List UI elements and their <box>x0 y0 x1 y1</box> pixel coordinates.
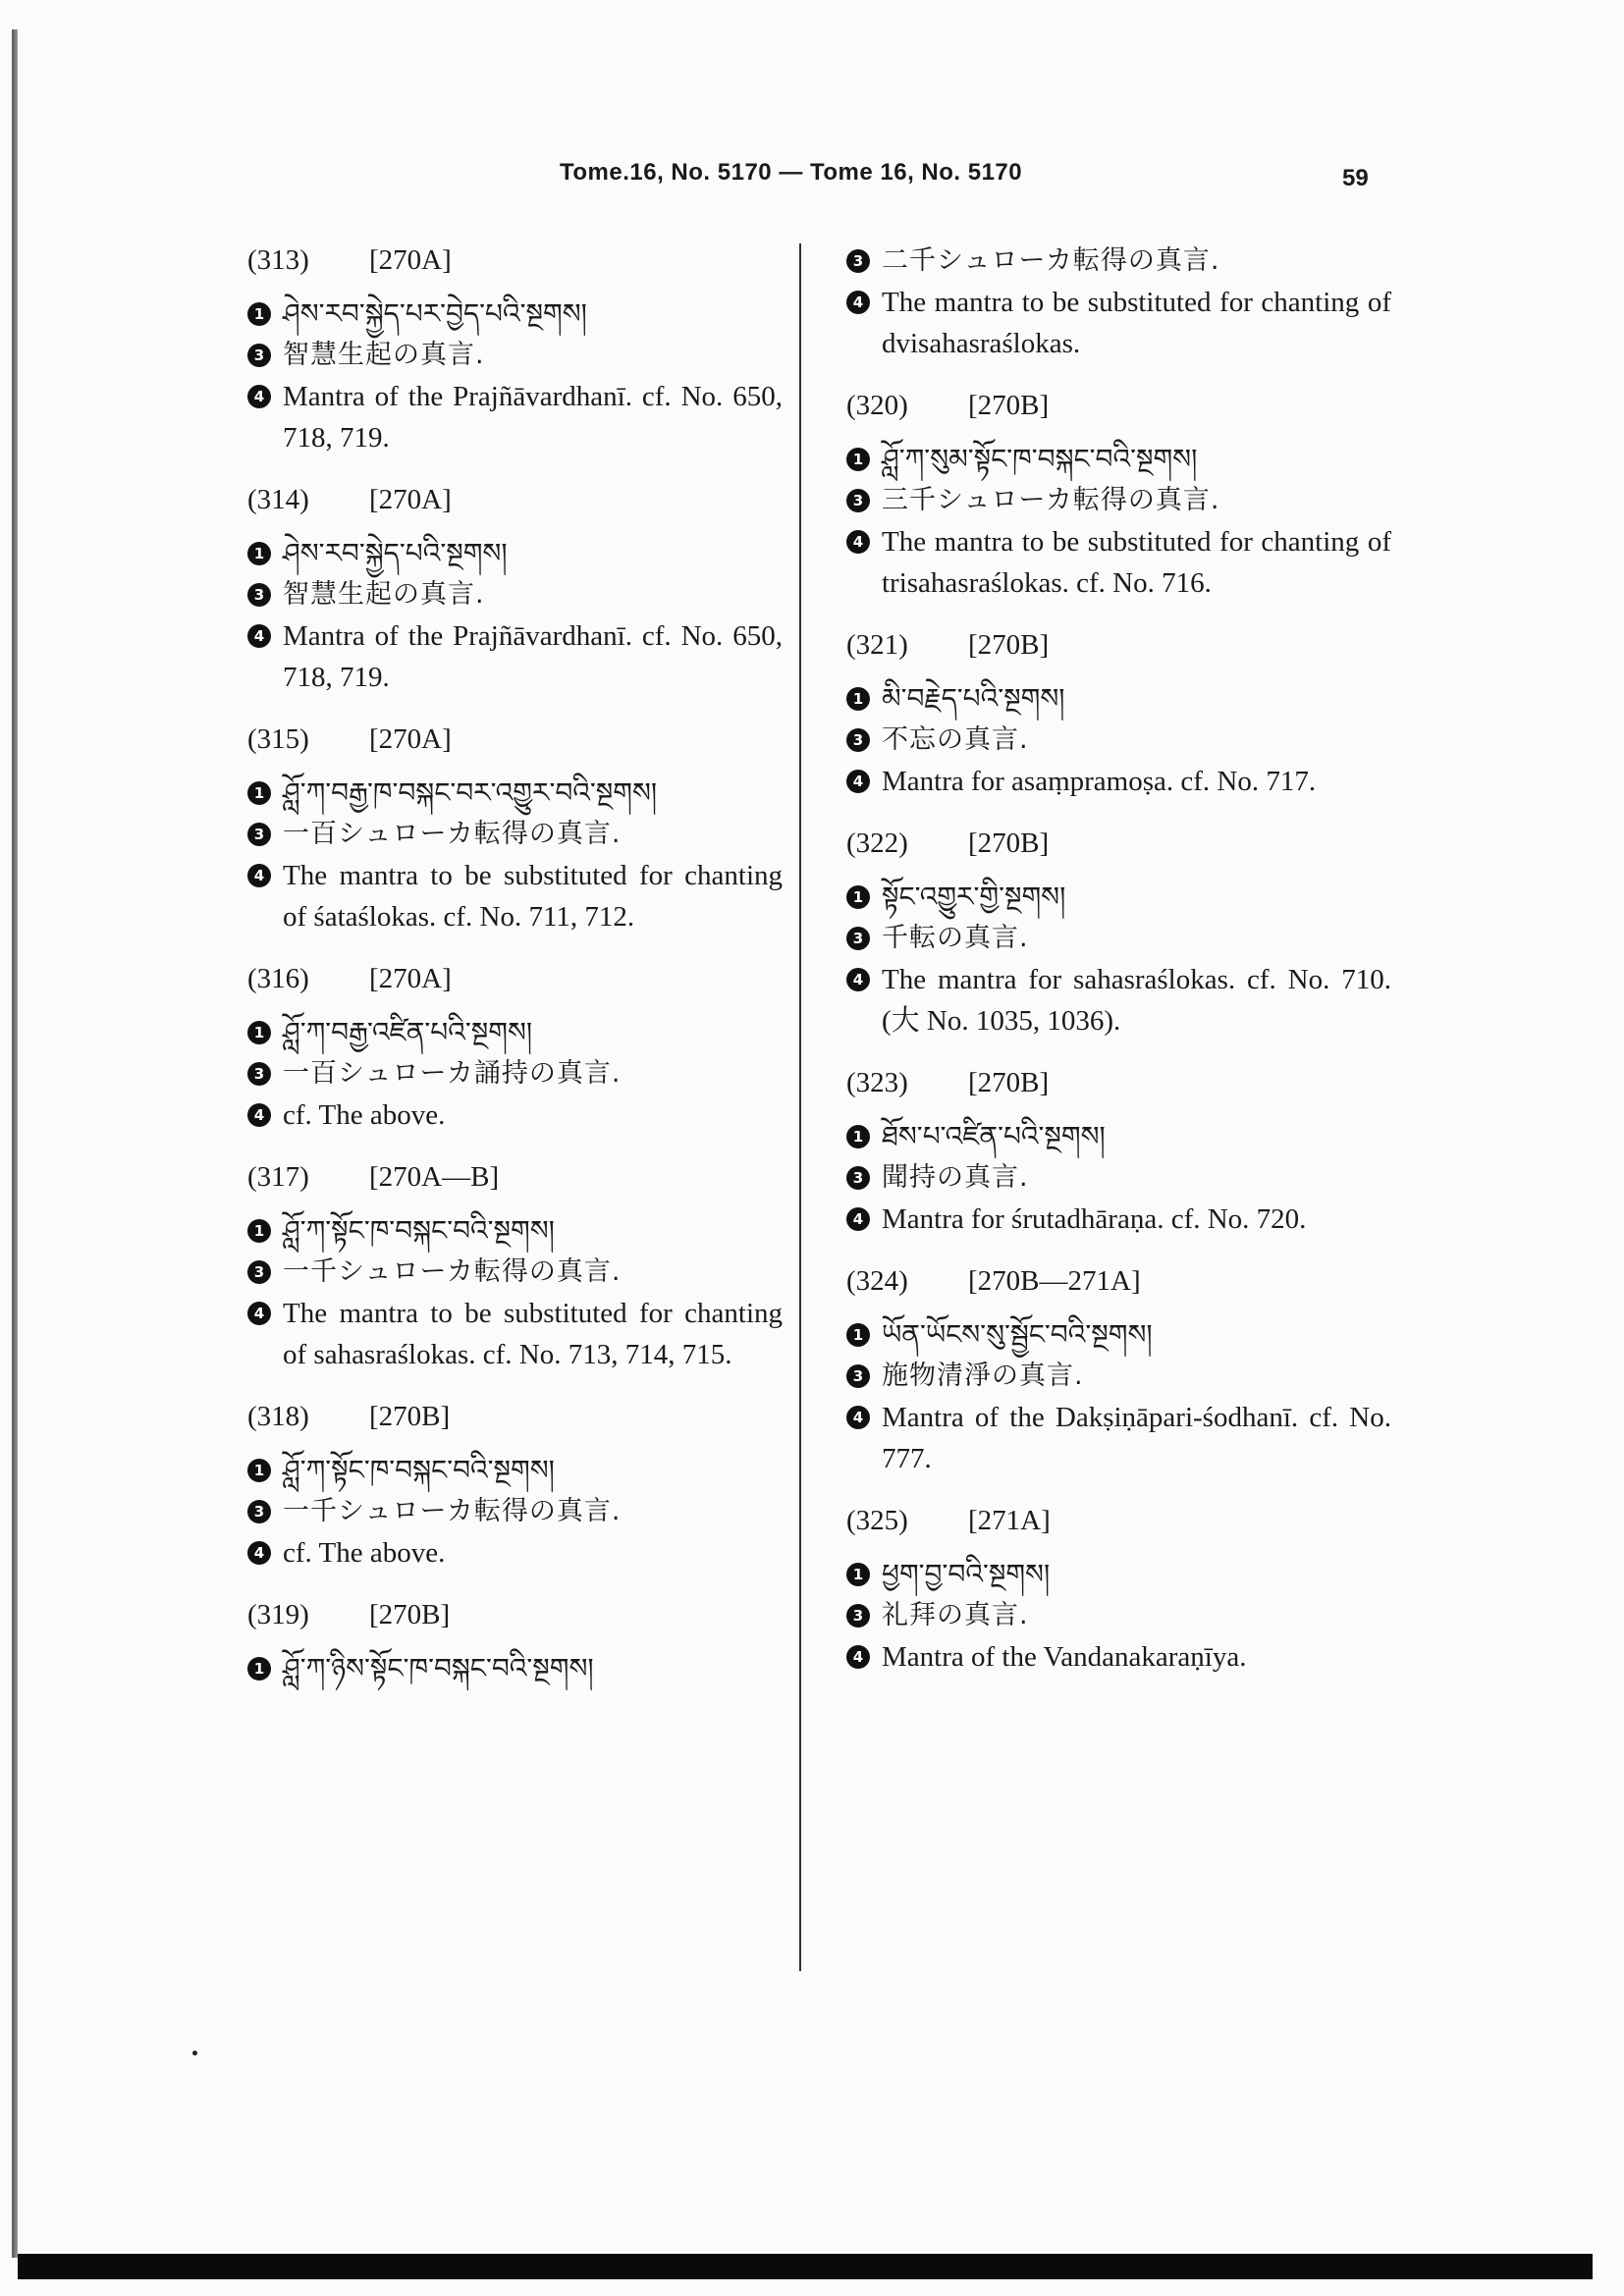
entry-number: (313) <box>247 244 309 276</box>
japanese-title: 二千シュローカ転得の真言. <box>882 245 1220 276</box>
english-description: Mantra of the Dakṣiṇāpari-śodhanī. cf. No. 777. <box>882 1402 1391 1474</box>
entry-heading <box>247 480 783 519</box>
japanese-title-line <box>247 1252 783 1293</box>
marker-4-icon: 4 <box>247 1103 271 1127</box>
marker-4-icon: 4 <box>846 1406 870 1429</box>
entry-number: (323) <box>846 1067 908 1098</box>
catalog-entry <box>846 824 1391 1041</box>
entry-reference: [270A—B] <box>369 1161 500 1193</box>
tibetan-title: ཡོན་ཡོངས་སུ་སྦྱོང་བའི་སྔགས། <box>882 1318 1153 1351</box>
entry-heading <box>846 386 1391 425</box>
japanese-title-line <box>846 480 1391 521</box>
catalog-entry <box>846 386 1391 604</box>
entry-reference: [271A] <box>968 1505 1051 1536</box>
entry-reference: [270B] <box>369 1599 451 1630</box>
english-description: The mantra for sahasraślokas. cf. No. 710. (大 No. 1035, 1036). <box>882 964 1391 1037</box>
marker-3-icon: 3 <box>247 344 271 367</box>
entry-heading <box>247 1157 783 1197</box>
entry-heading <box>846 1063 1391 1102</box>
marker-3-icon: 3 <box>846 728 870 752</box>
column-divider <box>799 243 801 1971</box>
marker-4-icon: 4 <box>846 291 870 314</box>
catalog-entry <box>247 720 783 937</box>
tibetan-title: མི་བརྗེད་པའི་སྔགས། <box>882 682 1065 715</box>
tibetan-title-line <box>846 1314 1391 1356</box>
catalog-entry <box>846 1063 1391 1240</box>
marker-1-icon: 1 <box>247 302 271 326</box>
marker-4-icon: 4 <box>247 624 271 648</box>
entry-number: (316) <box>247 963 309 994</box>
english-title-line <box>846 282 1391 364</box>
page-number: 59 <box>1342 165 1369 191</box>
english-description: Mantra of the Prajñāvardhanī. cf. No. 650, 718, 719. <box>283 620 783 693</box>
english-description: The mantra to be substituted for chanting of śataślokas. cf. No. 711, 712. <box>283 860 783 933</box>
tibetan-title-line <box>846 439 1391 480</box>
catalog-entry <box>846 240 1391 364</box>
entry-reference: [270B] <box>968 390 1050 421</box>
left-column <box>247 240 783 1711</box>
japanese-title: 施物清淨の真言. <box>882 1361 1084 1391</box>
marker-4-icon: 4 <box>247 1541 271 1565</box>
japanese-title: 三千シュローカ転得の真言. <box>882 485 1220 515</box>
tibetan-title: ཤློ་ཀ་བརྒྱ་འཛིན་པའི་སྔགས། <box>283 1016 533 1048</box>
english-description: cf. The above. <box>283 1099 446 1131</box>
marker-1-icon: 1 <box>247 1459 271 1482</box>
tibetan-title: ཤློ་ཀ་སྟོང་ཁ་བསྐང་བའི་སྔགས། <box>283 1454 555 1486</box>
english-title-line <box>247 1293 783 1375</box>
tibetan-title: ཤློ་ཀ་ཉིས་སྟོང་ཁ་བསྐང་བའི་སྔགས། <box>283 1652 594 1684</box>
marker-3-icon: 3 <box>846 489 870 512</box>
marker-4-icon: 4 <box>846 530 870 554</box>
marker-3-icon: 3 <box>247 1500 271 1523</box>
japanese-title-line <box>846 1157 1391 1199</box>
tibetan-title: ཐོས་པ་འཛིན་པའི་སྔགས། <box>882 1120 1106 1152</box>
english-title-line <box>846 959 1391 1041</box>
marker-4-icon: 4 <box>846 1645 870 1669</box>
english-description: The mantra to be substituted for chanting of trisahasraślokas. cf. No. 716. <box>882 526 1391 599</box>
entry-number: (322) <box>846 828 908 859</box>
entry-heading <box>846 824 1391 863</box>
tibetan-title: ཤེས་རབ་སྐྱེད་པའི་སྔགས། <box>283 537 508 569</box>
marker-3-icon: 3 <box>846 249 870 273</box>
marker-4-icon: 4 <box>247 385 271 408</box>
entry-reference: [270B] <box>369 1401 451 1432</box>
entry-reference: [270A] <box>369 723 452 755</box>
japanese-title: 智慧生起の真言. <box>283 579 485 610</box>
entry-number: (314) <box>247 484 309 515</box>
entry-heading <box>247 959 783 998</box>
english-description: Mantra for asaṃpramoṣa. cf. No. 717. <box>882 766 1317 797</box>
english-description: The mantra to be substituted for chanting of sahasraślokas. cf. No. 713, 714, 715. <box>283 1298 783 1370</box>
japanese-title-line <box>247 814 783 855</box>
marker-4-icon: 4 <box>846 1207 870 1231</box>
marker-4-icon: 4 <box>846 770 870 793</box>
catalog-entry <box>846 1501 1391 1678</box>
marker-3-icon: 3 <box>247 1062 271 1086</box>
english-description: cf. The above. <box>283 1537 446 1569</box>
japanese-title: 一千シュローカ転得の真言. <box>283 1496 622 1526</box>
japanese-title: 千転の真言. <box>882 923 1029 953</box>
english-description: Mantra for śrutadhāraṇa. cf. No. 720. <box>882 1203 1307 1235</box>
entry-number: (321) <box>846 629 908 661</box>
tibetan-title-line <box>247 294 783 335</box>
marker-3-icon: 3 <box>247 1260 271 1284</box>
english-title-line <box>846 1397 1391 1479</box>
marker-1-icon: 1 <box>846 448 870 471</box>
entry-heading <box>846 625 1391 665</box>
marker-1-icon: 1 <box>247 542 271 565</box>
japanese-title-line <box>247 574 783 615</box>
tibetan-title: ཤློ་ཀ་སྟོང་ཁ་བསྐང་བའི་སྔགས། <box>283 1214 555 1247</box>
japanese-title: 不忘の真言. <box>882 724 1029 755</box>
entry-heading <box>846 1261 1391 1301</box>
japanese-title-line <box>846 240 1391 282</box>
english-title-line <box>247 376 783 458</box>
marker-3-icon: 3 <box>846 1364 870 1388</box>
japanese-title: 聞持の真言. <box>882 1162 1029 1193</box>
entry-number: (319) <box>247 1599 309 1630</box>
japanese-title-line <box>846 720 1391 761</box>
marker-1-icon: 1 <box>846 1125 870 1148</box>
catalog-entry <box>247 1595 783 1689</box>
entry-reference: [270B] <box>968 1067 1050 1098</box>
entry-reference: [270B—271A] <box>968 1265 1141 1297</box>
entry-heading <box>247 1595 783 1634</box>
japanese-title: 礼拜の真言. <box>882 1600 1029 1630</box>
english-title-line <box>846 761 1391 802</box>
catalog-entry <box>247 240 783 458</box>
scan-speck <box>192 2051 197 2056</box>
marker-1-icon: 1 <box>846 1563 870 1586</box>
entry-reference: [270A] <box>369 244 452 276</box>
entry-reference: [270A] <box>369 484 452 515</box>
tibetan-title-line <box>247 533 783 574</box>
marker-1-icon: 1 <box>247 1021 271 1044</box>
japanese-title: 一百シュローカ転得の真言. <box>283 819 622 849</box>
japanese-title-line <box>846 918 1391 959</box>
marker-4-icon: 4 <box>247 864 271 887</box>
tibetan-title: ཤློ་ཀ་སུམ་སྟོང་ཁ་བསྐང་བའི་སྔགས། <box>882 443 1198 475</box>
tibetan-title-line <box>247 1450 783 1491</box>
entry-heading <box>247 1397 783 1436</box>
entry-number: (325) <box>846 1505 908 1536</box>
tibetan-title-line <box>846 1116 1391 1157</box>
english-description: Mantra of the Vandanakaraṇīya. <box>882 1641 1247 1673</box>
entry-number: (318) <box>247 1401 309 1432</box>
tibetan-title-line <box>247 773 783 814</box>
english-title-line <box>247 1532 783 1574</box>
english-title-line <box>247 1095 783 1136</box>
right-column <box>846 240 1391 1699</box>
entry-heading <box>846 1501 1391 1540</box>
japanese-title-line <box>846 1356 1391 1397</box>
entry-reference: [270A] <box>369 963 452 994</box>
marker-4-icon: 4 <box>846 968 870 991</box>
tibetan-title: ཕྱག་བྱ་བའི་སྔགས། <box>882 1558 1051 1590</box>
catalog-entry <box>846 625 1391 802</box>
marker-3-icon: 3 <box>846 1604 870 1628</box>
entry-number: (320) <box>846 390 908 421</box>
entry-number: (324) <box>846 1265 908 1297</box>
catalog-entry <box>247 480 783 698</box>
english-title-line <box>846 1636 1391 1678</box>
scan-left-edge <box>12 29 18 2258</box>
japanese-title-line <box>247 1491 783 1532</box>
catalog-entry <box>247 959 783 1136</box>
japanese-title: 智慧生起の真言. <box>283 340 485 370</box>
tibetan-title-line <box>247 1648 783 1689</box>
tibetan-title-line <box>247 1210 783 1252</box>
entry-reference: [270B] <box>968 629 1050 661</box>
marker-1-icon: 1 <box>247 1219 271 1243</box>
japanese-title-line <box>846 1595 1391 1636</box>
tibetan-title-line <box>846 877 1391 918</box>
entry-number: (317) <box>247 1161 309 1193</box>
marker-3-icon: 3 <box>846 1166 870 1190</box>
scan-bottom-edge <box>18 2254 1593 2279</box>
catalog-entry <box>247 1157 783 1375</box>
marker-3-icon: 3 <box>247 823 271 846</box>
tibetan-title: ཤེས་རབ་སྐྱེད་པར་བྱེད་པའི་སྔགས། <box>283 297 587 330</box>
marker-1-icon: 1 <box>846 885 870 909</box>
catalog-entry <box>846 1261 1391 1479</box>
english-title-line <box>846 521 1391 604</box>
english-title-line <box>247 855 783 937</box>
marker-3-icon: 3 <box>247 583 271 607</box>
tibetan-title-line <box>247 1012 783 1053</box>
entry-reference: [270B] <box>968 828 1050 859</box>
japanese-title: 一百シュローカ誦持の真言. <box>283 1058 622 1089</box>
marker-3-icon: 3 <box>846 927 870 950</box>
japanese-title: 一千シュローカ転得の真言. <box>283 1256 622 1287</box>
marker-1-icon: 1 <box>247 1657 271 1681</box>
tibetan-title: སྟོང་འགྱུར་གྱི་སྔགས། <box>882 881 1066 913</box>
japanese-title-line <box>247 335 783 376</box>
japanese-title-line <box>247 1053 783 1095</box>
catalog-entry <box>247 1397 783 1574</box>
english-title-line <box>846 1199 1391 1240</box>
marker-4-icon: 4 <box>247 1302 271 1325</box>
english-description: The mantra to be substituted for chanting of dvisahasraślokas. <box>882 287 1391 359</box>
english-description: Mantra of the Prajñāvardhanī. cf. No. 650, 718, 719. <box>283 381 783 454</box>
tibetan-title-line <box>846 678 1391 720</box>
marker-1-icon: 1 <box>846 687 870 711</box>
running-header: Tome.16, No. 5170 — Tome 16, No. 5170 <box>560 159 1023 186</box>
tibetan-title-line <box>846 1554 1391 1595</box>
entry-number: (315) <box>247 723 309 755</box>
entry-heading <box>247 720 783 759</box>
english-title-line <box>247 615 783 698</box>
tibetan-title: ཤློ་ཀ་བརྒྱ་ཁ་བསྐང་བར་འགྱུར་བའི་སྔགས། <box>283 776 658 809</box>
entry-heading <box>247 240 783 280</box>
marker-1-icon: 1 <box>247 781 271 805</box>
marker-1-icon: 1 <box>846 1323 870 1347</box>
